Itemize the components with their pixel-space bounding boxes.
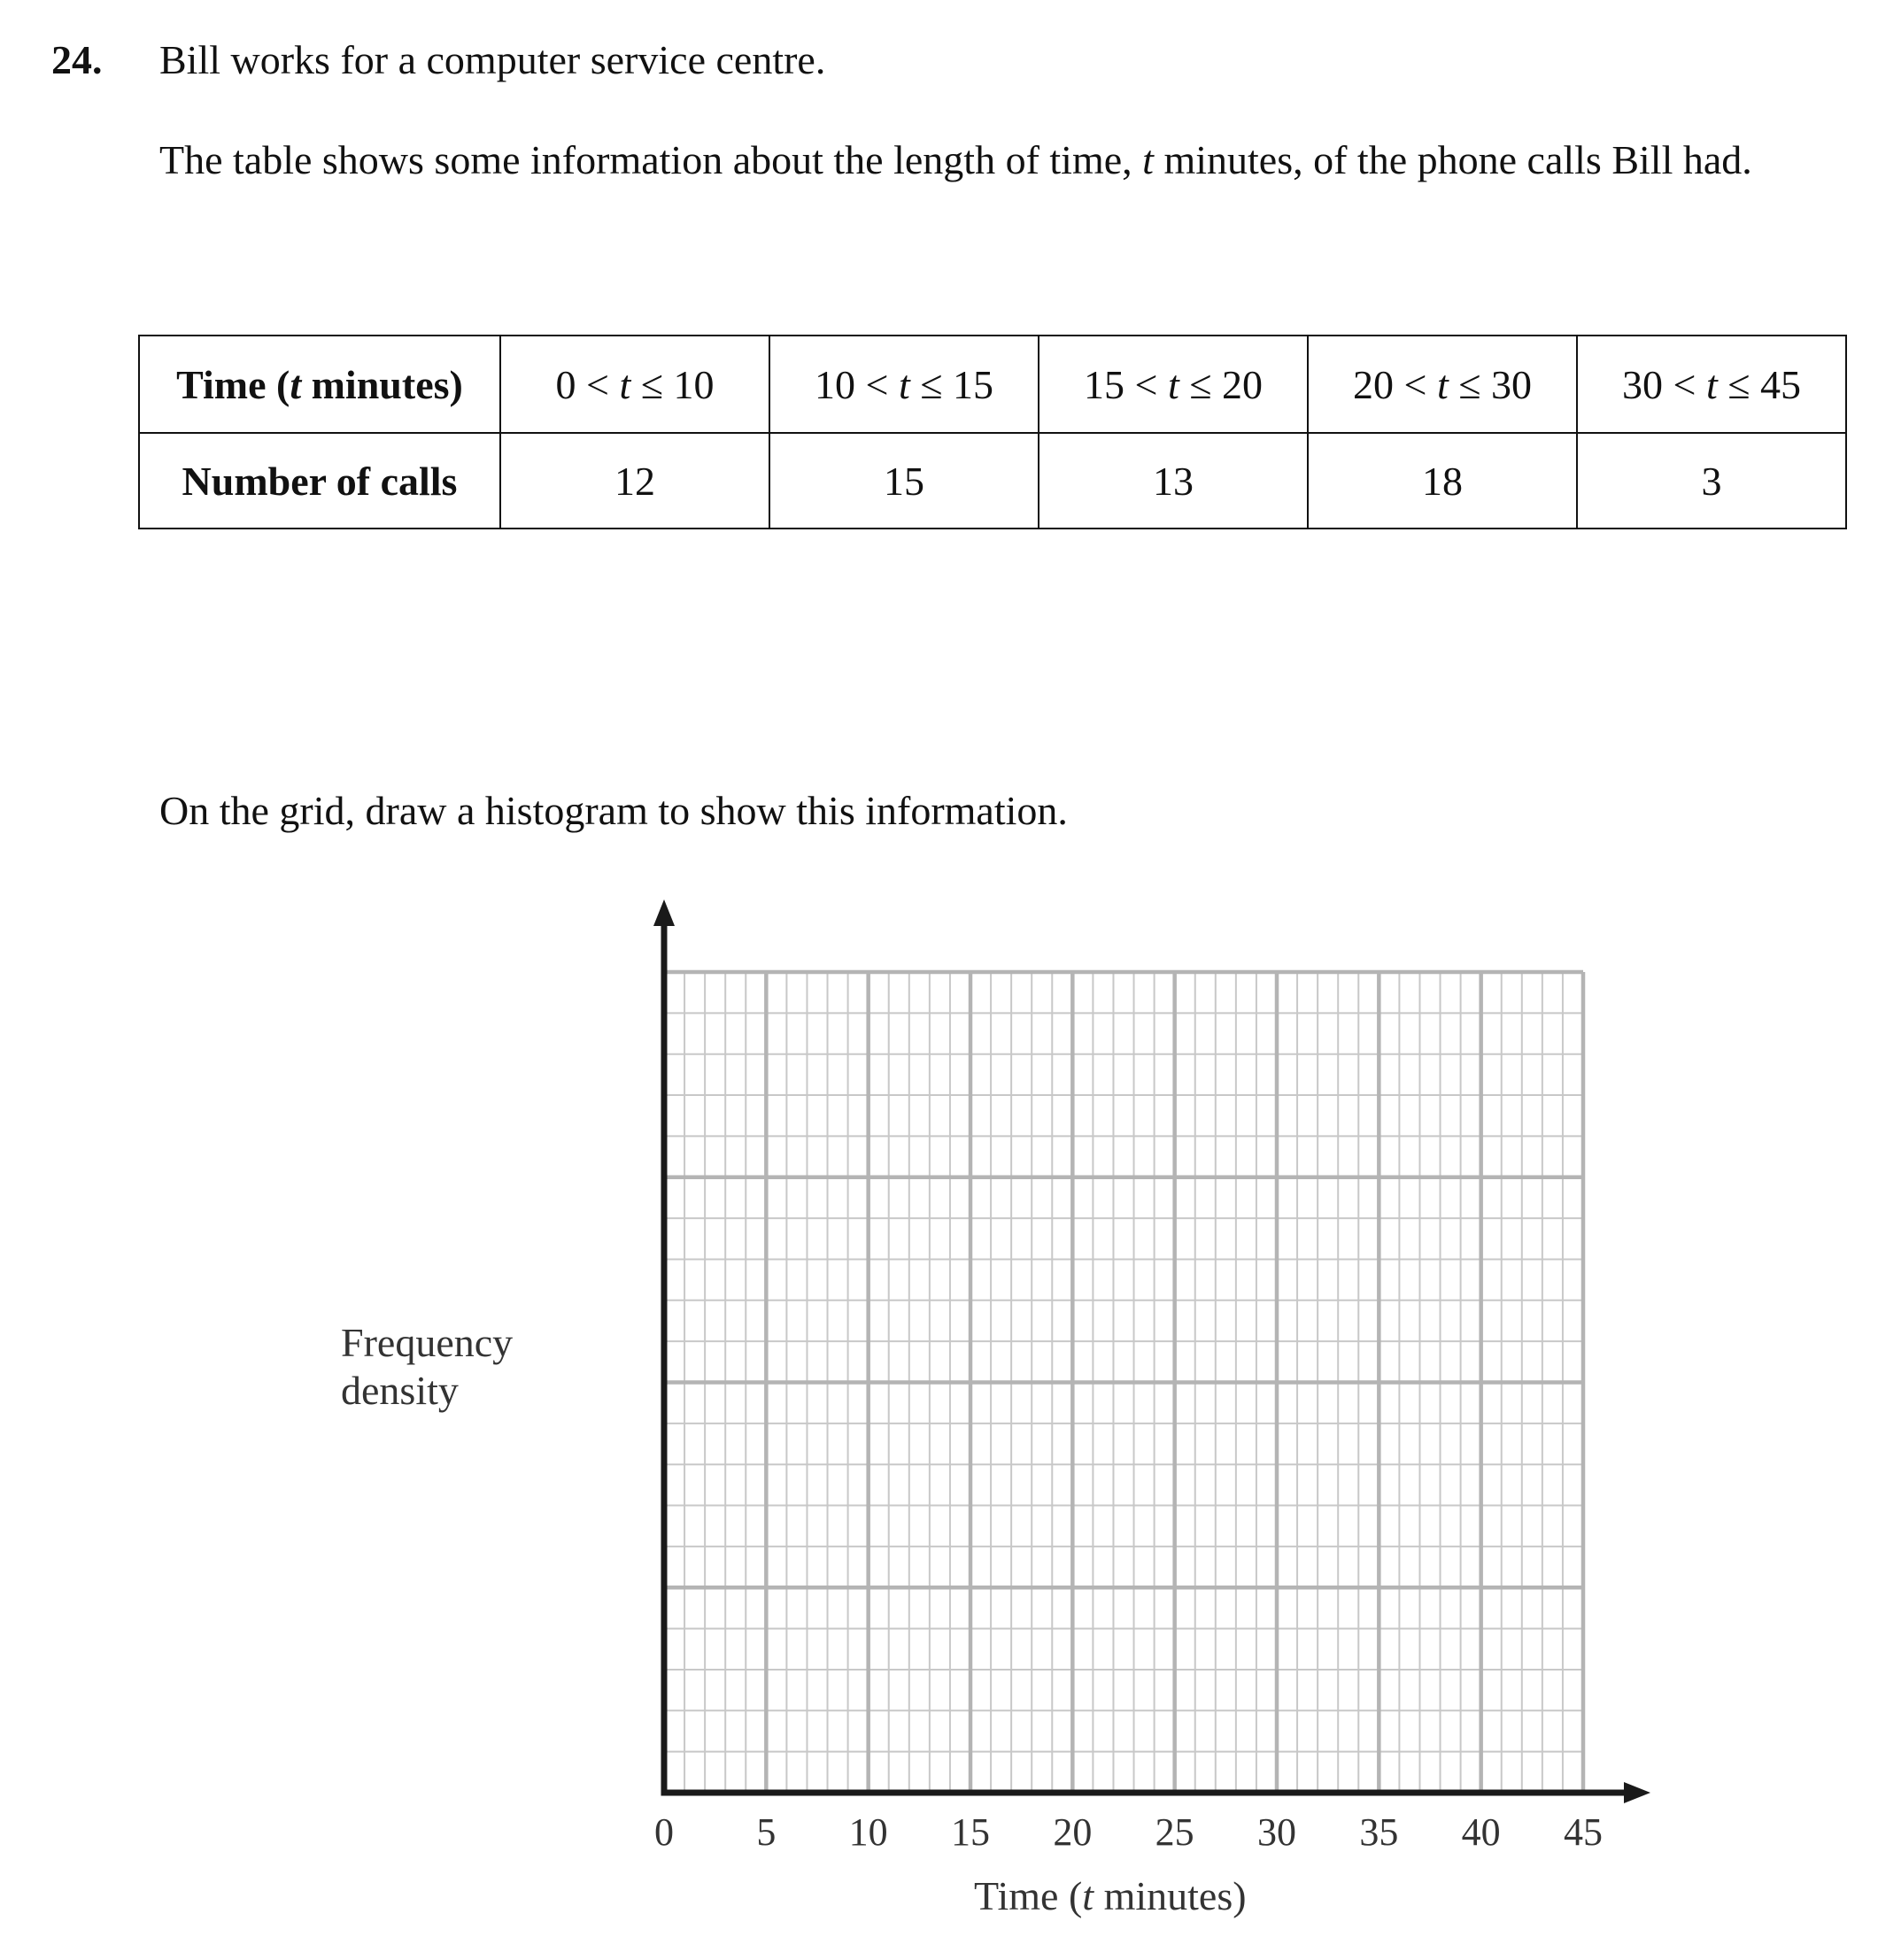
x-axis-label-suffix: minutes) (1094, 1873, 1247, 1918)
x-tick-label: 40 (1461, 1810, 1501, 1854)
x-tick-label: 35 (1359, 1810, 1399, 1854)
x-tick-label: 25 (1155, 1810, 1194, 1854)
x-axis-label-variable: t (1082, 1873, 1094, 1918)
x-tick-label: 45 (1564, 1810, 1603, 1854)
time-header-variable: t (290, 361, 302, 407)
count-cell: 12 (500, 433, 769, 529)
count-cell: 3 (1577, 433, 1846, 529)
interval-cell: 15 < t ≤ 20 (1039, 336, 1308, 433)
x-tick-label: 10 (848, 1810, 888, 1854)
count-cell: 15 (769, 433, 1039, 529)
question-stem: Bill works for a computer service centre. (159, 37, 826, 82)
interval-cell: 30 < t ≤ 45 (1577, 336, 1846, 433)
y-axis-label-line1: Frequency (341, 1320, 514, 1365)
interval-cell: 20 < t ≤ 30 (1308, 336, 1577, 433)
count-cell: 13 (1039, 433, 1308, 529)
x-axis-arrow (1624, 1782, 1650, 1803)
count-cell: 18 (1308, 433, 1577, 529)
interval-cell: 0 < t ≤ 10 (500, 336, 769, 433)
y-axis-arrow (653, 899, 675, 926)
time-header-prefix: Time ( (176, 361, 290, 407)
x-tick-label: 15 (951, 1810, 990, 1854)
y-axis-label-line2: density (341, 1368, 459, 1413)
para-text-before: The table shows some information about the length of time, (159, 137, 1143, 182)
interval-cell: 10 < t ≤ 15 (769, 336, 1039, 433)
question-instruction: On the grid, draw a histogram to show this information. (159, 788, 1068, 833)
x-tick-label: 0 (654, 1810, 674, 1854)
question-number: 24. (51, 37, 103, 82)
x-axis-label (974, 1870, 1247, 1923)
x-tick-label: 30 (1257, 1810, 1296, 1854)
time-header-suffix: minutes) (301, 361, 463, 407)
x-tick-label: 20 (1053, 1810, 1093, 1854)
x-axis-label-prefix: Time ( (974, 1873, 1083, 1918)
calls-header-cell: Number of calls (139, 433, 500, 529)
para-text-after: minutes, of the phone calls Bill had. (1153, 137, 1752, 182)
para-variable: t (1142, 137, 1154, 182)
x-tick-label: 5 (756, 1810, 777, 1854)
